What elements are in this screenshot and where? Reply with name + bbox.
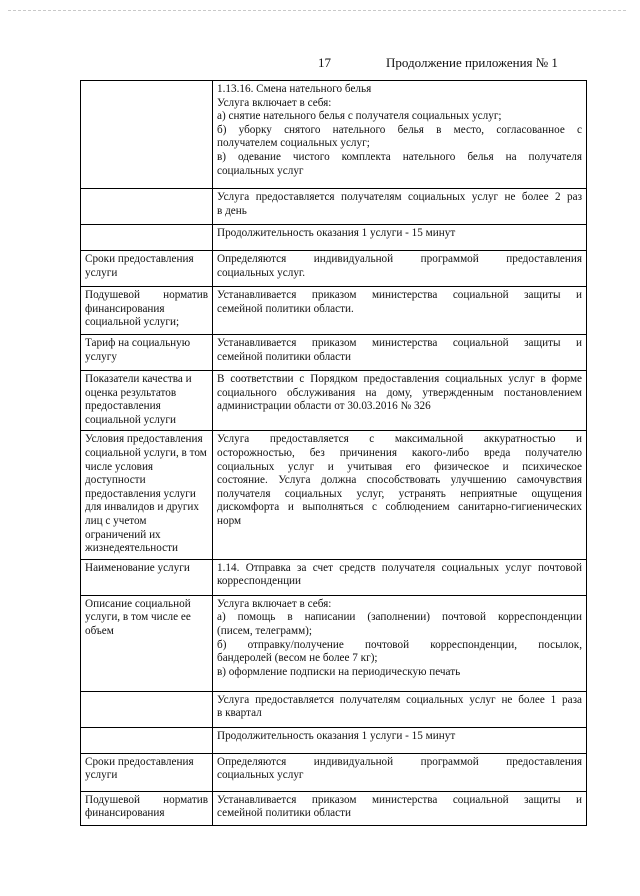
row-label-cell: [81, 287, 213, 335]
table-row: [81, 287, 587, 335]
row-value-cell: [213, 335, 587, 371]
text-line: Определяются индивидуальной программой предоставления: [217, 755, 582, 768]
text-line: в день: [217, 204, 247, 217]
row-value-cell: [213, 251, 587, 287]
text-line: получателем социальных услуг;: [217, 137, 370, 150]
table-row: [81, 251, 587, 287]
text-line: доступности: [85, 474, 146, 487]
text-line: в) одевание чистого комплекта нательного белья на получателя: [217, 150, 582, 163]
text-line: социальных услуг.: [217, 266, 306, 279]
text-line: Сроки предоставления: [85, 253, 194, 265]
text-line: в) оформление подписки на периодическую печать: [217, 665, 461, 678]
text-line: В соответствии с Порядком предоставления социальных услуг в форме: [217, 373, 582, 385]
text-line: Устанавливается приказом министерства социальной защиты и: [217, 289, 582, 301]
row-value-cell: [213, 287, 587, 335]
row-label-cell: [81, 81, 213, 189]
table-row: [81, 225, 587, 251]
text-line: финансирования: [85, 807, 165, 820]
text-line: Услуга включает в себя:: [217, 597, 332, 610]
row-label-cell: [81, 251, 213, 287]
text-line: администрации области от 30.03.2016 № 326: [217, 400, 431, 413]
text-line: Услуга предоставляется получателям социальных услуг не более 2 раз: [217, 191, 582, 203]
text-line: для инвалидов и других: [85, 501, 200, 514]
text-line: б) отправку/получение почтовой корреспонденции, посылок,: [217, 638, 582, 651]
table-row: [81, 753, 587, 791]
text-line: Подушевой норматив: [85, 289, 208, 301]
table-row: [81, 559, 587, 595]
text-line: финансирования: [85, 302, 165, 315]
text-line: Описание социальной: [85, 597, 191, 610]
row-label-cell: [81, 335, 213, 371]
text-line: социальных услуг: [217, 164, 304, 177]
row-value-cell: [213, 753, 587, 791]
text-line: Подушевой норматив: [85, 793, 208, 806]
text-line: услуги, в том числе ее: [85, 611, 191, 624]
text-line: семейной политики области: [217, 807, 351, 820]
service-title: 1.13.16. Смена нательного белья: [217, 83, 372, 95]
table-row: [81, 595, 587, 691]
text-line: Продолжительность оказания 1 услуги - 15 минут: [217, 227, 456, 239]
text-line: жизнедеятельности: [85, 542, 178, 555]
text-line: Определяются индивидуальной программой предоставления: [217, 253, 582, 265]
text-line: состояние. Услуга должна способствовать улучшению самочувствия: [217, 474, 582, 487]
row-label-cell: [81, 189, 213, 225]
row-label-cell: [81, 371, 213, 431]
text-line: Наименование услуги: [85, 561, 190, 574]
row-label-cell: [81, 595, 213, 691]
service-description-cell: [213, 595, 587, 691]
text-line: Продолжительность оказания 1 услуги - 15 минут: [217, 729, 456, 742]
table-row: [81, 335, 587, 371]
text-line: Услуга предоставляется с максимальной аккуратностью и: [217, 433, 582, 446]
text-line: а) помощь в написании (заполнении) почтовой корреспонденции: [217, 611, 582, 624]
text-line: Показатели качества и: [85, 373, 192, 385]
text-line: семейной политики области.: [217, 302, 354, 315]
text-line: в квартал: [217, 707, 262, 720]
appendix-continuation-label: Продолжение приложения № 1: [386, 55, 558, 70]
text-line: семейной политики области: [217, 350, 351, 363]
text-line: ограничений их: [85, 528, 161, 541]
text-line: бандеролей (весом не более 7 кг);: [217, 652, 378, 665]
text-line: норм: [217, 514, 242, 527]
row-label-cell: [81, 431, 213, 559]
table-row: [81, 727, 587, 753]
text-line: услуги: [85, 266, 118, 279]
service-duration-cell: [213, 225, 587, 251]
text-line: (писем, телеграмм);: [217, 624, 312, 637]
text-line: социальных услуг: [217, 769, 304, 782]
service-description-cell: [213, 81, 587, 189]
text-line: б) уборку снятого нательного белья в место, согласованное с: [217, 123, 582, 136]
services-table: [80, 80, 587, 826]
text-line: Условия предоставления: [85, 433, 203, 446]
row-label-cell: [81, 753, 213, 791]
text-line: социальной услуги;: [85, 316, 180, 329]
text-line: Устанавливается приказом министерства социальной защиты и: [217, 793, 582, 806]
text-line: осторожностью, без причинения какого-либо вреда получателю: [217, 446, 582, 459]
row-label-cell: [81, 727, 213, 753]
text-line: оценка результатов: [85, 386, 177, 399]
text-line: получателя социальных услуг, устранять неприятные ощущения: [217, 487, 582, 500]
text-line: социального обслуживания на дому, утвержденным постановлением: [217, 386, 582, 399]
table-row: [81, 371, 587, 431]
text-line: социальной услуги: [85, 413, 176, 426]
text-line: объем: [85, 624, 114, 637]
row-label-cell: [81, 791, 213, 825]
table-row: [81, 81, 587, 189]
text-line: числе условия: [85, 460, 154, 473]
service-frequency-cell: [213, 691, 587, 727]
text-line: Тариф на социальную: [85, 337, 191, 349]
row-value-cell: [213, 371, 587, 431]
table-row: [81, 691, 587, 727]
text-line: а) снятие нательного белья с получателя социальных услуг;: [217, 110, 502, 123]
row-value-cell: [213, 431, 587, 559]
page-number: 17: [318, 55, 331, 70]
text-line: услуги: [85, 769, 118, 782]
text-line: Сроки предоставления: [85, 755, 194, 768]
text-line: услугу: [85, 350, 117, 363]
row-label-cell: [81, 559, 213, 595]
service-frequency-cell: [213, 189, 587, 225]
row-label-cell: [81, 225, 213, 251]
service-duration-cell: [213, 727, 587, 753]
text-line: корреспонденции: [217, 575, 302, 588]
text-line: Устанавливается приказом министерства социальной защиты и: [217, 337, 582, 349]
text-line: Услуга включает в себя:: [217, 96, 332, 109]
row-label-cell: [81, 691, 213, 727]
text-line: предоставления услуги: [85, 487, 196, 500]
table-row: [81, 189, 587, 225]
text-line: социальных услуг и учитывая его физическое и психическое: [217, 460, 582, 473]
table-row: [81, 431, 587, 559]
text-line: Услуга предоставляется получателям социальных услуг не более 1 раза: [217, 693, 582, 706]
text-line: 1.14. Отправка за счет средств получателя социальных услуг почтовой: [217, 561, 582, 574]
text-line: социальной услуги, в том: [85, 446, 207, 459]
text-line: предоставления: [85, 400, 161, 413]
row-value-cell: [213, 791, 587, 825]
text-line: дискомфорта и выполняться с соблюдением санитарно-гигиенических: [217, 501, 582, 514]
text-line: лиц с учетом: [85, 514, 147, 527]
scan-edge-line: [8, 10, 626, 11]
service-title-cell: [213, 559, 587, 595]
table-row: [81, 791, 587, 825]
